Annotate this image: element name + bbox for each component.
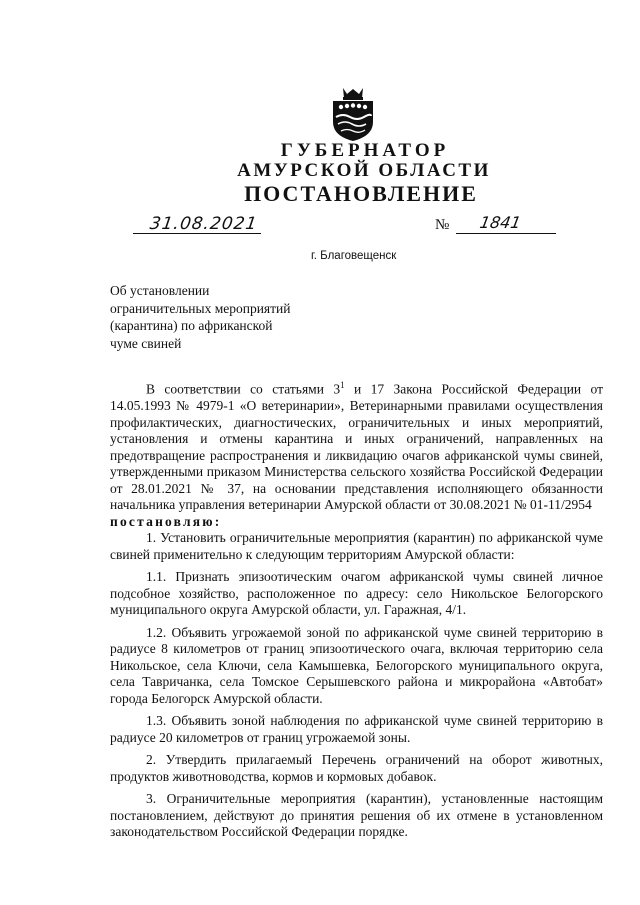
document-number: 1841 <box>478 213 523 232</box>
governor-heading: ГУБЕРНАТОР <box>280 140 450 161</box>
number-label: № <box>435 217 450 233</box>
preamble-paragraph <box>110 377 603 514</box>
document-date: 31.08.2021 <box>148 214 259 234</box>
title-line: ограничительных мероприятий <box>110 300 291 316</box>
superscript-index: 1 <box>340 380 345 390</box>
decree-word: постановляю: <box>110 513 222 529</box>
city-name: г. Благовещенск <box>311 250 397 262</box>
title-line: чуме свиней <box>110 335 182 351</box>
number-underline <box>456 233 556 234</box>
document-body <box>110 377 603 841</box>
item-3: 3. Ограничительные мероприятия (карантин), установленные настоящим постановлением, действуют до принятия решения об их отмене в установленном законодательством Российской Федерации порядке. <box>110 791 603 839</box>
preamble-text-b: и 17 Закона Российской Федерации от 14.05.1993 № 4979-1 «О ветеринарии», Ветеринарными правилами осуществления профилактических, диагностических, ограничительных и иных мероприятий, установления и отмены карантина и иных ограничений, направленных на предотвращение распространения и ликвидацию очагов африканской чумы свиней, утвержденными приказом Министерства сельского хозяйства Российской Федерации от 28.01.2021 № 37, на основании представления исполняющего обязанности начальника управления ветеринарии Амурской области от 30.08.2021 № 01-11/2954 <box>110 381 603 512</box>
item-2: 2. Утвердить прилагаемый Перечень ограничений на оборот животных, продуктов животноводства, кормов и кормовых добавок. <box>110 752 603 784</box>
title-line: Об установлении <box>110 283 210 298</box>
item-1-3: 1.3. Объявить зоной наблюдения по африканской чуме свиней территорию в радиусе 20 километров от границ угрожаемой зоны. <box>110 713 603 745</box>
document-title <box>110 282 330 352</box>
item-1-1: 1.1. Признать эпизоотическим очагом африканской чумы свиней личное подсобное хозяйство, расположенное по адресу: село Никольское Белогорского муниципального округа Амурской области, ул. Гаражная, 4/1. <box>110 569 603 617</box>
date-underline <box>133 233 261 234</box>
region-heading: АМУРСКОЙ ОБЛАСТИ <box>237 160 491 181</box>
item-1-2: 1.2. Объявить угрожаемой зоной по африканской чуме свиней территорию в радиусе 8 километров от границ эпизоотического очага, включая территорию села Никольское, села Ключи, села Камышевка, Белогорского муниципального округа, села Тавричанка, села Томское Серышевского района и микрорайона «Автобат» города Белогорск Амурской области. <box>110 624 603 706</box>
item-1: 1. Установить ограничительные мероприятия (карантин) по африканской чуме свиней применительно к следующим территориям Амурской области: <box>110 530 603 562</box>
coat-of-arms-emblem <box>329 86 377 142</box>
title-line: (карантина) по африканской <box>110 318 273 333</box>
preamble-text-a: В соответствии со статьями 3 <box>146 381 341 397</box>
document-type-heading: ПОСТАНОВЛЕНИЕ <box>244 181 478 206</box>
